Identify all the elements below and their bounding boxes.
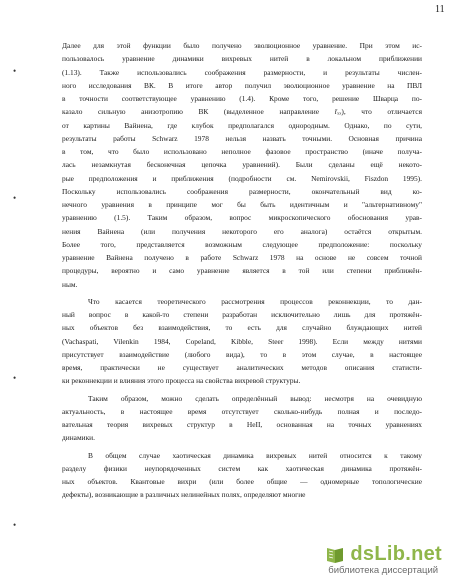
text-line: Далее для этой функции было получено эволюционное уравнение. При этом ис- <box>62 41 422 50</box>
document-body <box>62 39 422 502</box>
margin-mark: • <box>13 373 17 383</box>
text-line: дефекты), возникающие в различных нелинейных полях, определяют многие <box>62 490 306 500</box>
text-line: от картины Вайнена, где клубок предполагался однородным. Однако, по сути, <box>62 120 422 130</box>
text-line: уравнению (1.5). Таким образом, вопрос микроскопического обоснования урав- <box>62 213 422 223</box>
text-line: результаты работы Schwarz 1978 нельзя назвать точными. Основная причина <box>62 133 422 143</box>
text-line: актуальность, в настоящее время отсутствует сколько-нибудь полная и последо- <box>62 406 422 416</box>
text-line: ный вопрос в какой-то степени разработан исключительно лишь для протяжён- <box>62 310 422 319</box>
watermark-subtitle: библиотека диссертаций <box>328 565 439 576</box>
margin-mark: • <box>13 193 17 203</box>
text-line: процедуры, вероятно и само уравнение является в той или степени приближён- <box>62 266 422 276</box>
text-line: В общем случае хаотическая динамика вихревых нитей относится к такому <box>88 450 422 460</box>
text-line: Более того, представляется возможным следующее предположение: поскольку <box>62 239 422 249</box>
text-line: присутствует взаимодействие (любого вида), то в этом случае, в настоящее <box>62 349 422 359</box>
text-line: казало сильную анизотропию ВК (выделенное направление r̄ₓₓ), что отличается <box>62 107 422 117</box>
text-line: ных объектов без взаимодействия, то есть для случайно блуждающих нитей <box>62 323 422 333</box>
watermark-title: dsLib.net <box>350 543 442 565</box>
text-line: динамики. <box>62 433 95 443</box>
text-line: пользовалось уравнение динамики вихревых нитей в локальном приближении <box>62 54 422 64</box>
book-logo-icon <box>324 544 346 566</box>
text-line: рые предположения и приближения (подробности см. Nemirovskii, Fiszdon 1995). <box>62 173 422 183</box>
text-line: в том, что было использовано неполное фазовое пространство (иначе получа- <box>62 147 422 156</box>
text-line: (1.13). Также использовались соображения размерности, и результаты числен- <box>62 67 422 77</box>
text-line: Таким образом, можно сделать определённый вывод: несмотря на очевидную <box>88 393 422 403</box>
text-line: ки реконнекции и влияния этого процесса на свойства вихревой структуры. <box>62 376 301 386</box>
text-line: ного исследования ВК. В итоге автор получил эволюционное уравнение на ПВЛ <box>62 80 422 90</box>
text-line: нечного уравнения в принципе мог бы быть идентичным и "альтернативному" <box>62 200 422 209</box>
margin-mark: • <box>13 66 17 76</box>
text-line: Что касается теоретического рассмотрения процессов реконнекции, то дан- <box>88 296 422 306</box>
text-line: разделу физики неупорядоченных систем как хаотическая динамика протяжён- <box>62 463 422 473</box>
margin-mark: • <box>13 520 17 530</box>
text-line: ным. <box>62 279 78 289</box>
text-line: (Vachaspati, Vilenkin 1984, Copeland, Kibble, Steer 1998). Если между нитями <box>62 336 422 346</box>
text-line: Поскольку использовались соображения размерности, окончательный вид ко- <box>62 186 422 196</box>
text-line: нения Вайнена (или получения некоторого его аналога) остаётся открытым. <box>62 226 422 236</box>
text-line: время, практически не существует аналитических методов описания статисти- <box>62 363 422 372</box>
page-number: 11 <box>435 4 445 15</box>
watermark <box>324 543 442 576</box>
text-line: в точности соответствующее уравнению (1.4). Кроме того, решение Шварца по- <box>62 94 422 103</box>
text-line: вательная теория вихревых структур в HeII, основанная на точных уравнениях <box>62 420 422 429</box>
text-line: уравнение Вайнена получено в работе Schwarz 1978 на основе не совсем точной <box>62 253 422 262</box>
text-line: ных объектов. Квантовые вихри (или более общие — одномерные топологические <box>62 477 422 486</box>
text-line: лась незамкнутая бесконечная цепочка уравнений). Были сделаны ещё некото- <box>62 160 422 170</box>
